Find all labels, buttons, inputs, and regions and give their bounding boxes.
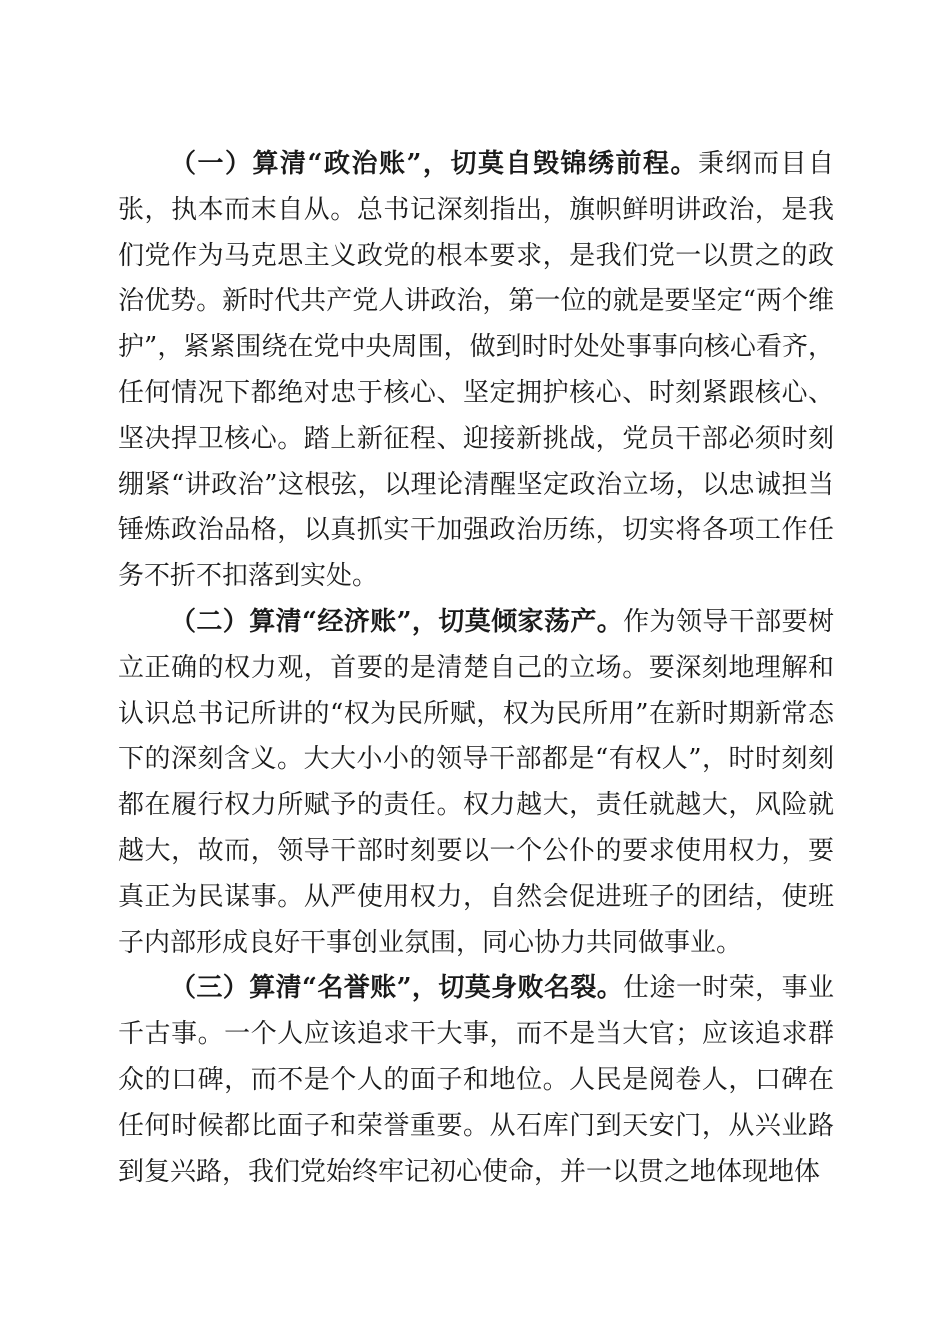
document-page [118,142,834,1195]
paragraph-heading: （二）算清“经济账”，切莫倾家荡产。 [170,606,624,637]
paragraph-economic [118,600,834,966]
paragraph-body: 秉纲而目自张，执本而末自从。总书记深刻指出，旗帜鲜明讲政治，是我们党作为马克思主义政党的根本要求，是我们党一以贯之的政治优势。新时代共产党人讲政治，第一位的就是要坚定“两个维护”，紧紧围绕在党中央周围，做到时时处处事事向核心看齐，任何情况下都绝对忠于核心、坚定拥护核心、时刻紧跟核心、坚决捍卫核心。踏上新征程、迎接新挑战，党员干部必须时刻绷紧“讲政治”这根弦，以理论清醒坚定政治立场，以忠诚担当锤炼政治品格，以真抓实干加强政治历练，切实将各项工作任务不折不扣落到实处。 [118,149,834,592]
paragraph-body: 作为领导干部要树立正确的权力观，首要的是清楚自己的立场。要深刻地理解和认识总书记所讲的“权为民所赋，权为民所用”在新时期新常态下的深刻含义。大大小小的领导干部都是“有权人”，时时刻刻都在履行权力所赋予的责任。权力越大，责任就越大，风险就越大，故而，领导干部时刻要以一个公仆的要求使用权力，要真正为民谋事。从严使用权力，自然会促进班子的团结，使班子内部形成良好干事创业氛围，同心协力共同做事业。 [118,606,834,958]
paragraph-body: 仕途一时荣，事业千古事。一个人应该追求干大事，而不是当大官；应该追求群众的口碑，而不是个人的面子和地位。人民是阅卷人，口碑在任何时候都比面子和荣誉重要。从石库门到天安门，从兴业路到复兴路，我们党始终牢记初心使命，并一以贯之地体现地体 [118,973,834,1187]
paragraph-heading: （一）算清“政治账”，切莫自毁锦绣前程。 [170,149,698,179]
paragraph-political [118,142,834,600]
paragraph-reputation [118,966,834,1195]
paragraph-heading: （三）算清“名誉账”，切莫身败名裂。 [170,973,624,1004]
